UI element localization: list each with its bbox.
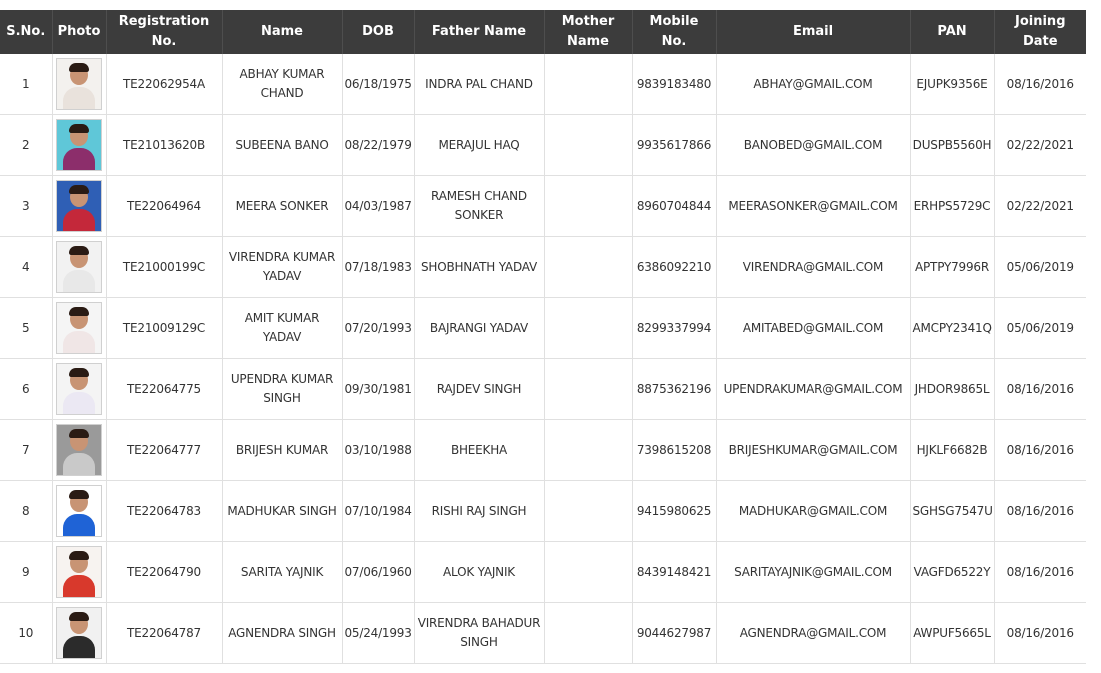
cell-photo xyxy=(52,237,106,298)
cell-father-name: VIRENDRA BAHADUR SINGH xyxy=(414,603,544,664)
cell-email: BANOBED@GMAIL.COM xyxy=(716,115,910,176)
cell-name: VIRENDRA KUMAR YADAV xyxy=(222,237,342,298)
cell-photo xyxy=(52,54,106,115)
cell-name: MADHUKAR SINGH xyxy=(222,481,342,542)
cell-email: AMITABED@GMAIL.COM xyxy=(716,298,910,359)
cell-dob: 09/30/1981 xyxy=(342,359,414,420)
header-mother-line1: Mother xyxy=(561,14,615,29)
cell-pan: JHDOR9865L xyxy=(910,359,994,420)
cell-registration-no: TE21013620B xyxy=(106,115,222,176)
header-email-label: Email xyxy=(792,24,834,39)
photo-hair-shape xyxy=(69,612,89,621)
cell-father-name: MERAJUL HAQ xyxy=(414,115,544,176)
cell-sno: 4 xyxy=(0,237,52,298)
cell-father-name: SHOBHNATH YADAV xyxy=(414,237,544,298)
cell-sno: 10 xyxy=(0,603,52,664)
cell-sno: 7 xyxy=(0,420,52,481)
table-row xyxy=(0,603,1086,664)
header-pan xyxy=(910,10,994,54)
cell-pan: VAGFD6522Y xyxy=(910,542,994,603)
photo-hair-shape xyxy=(69,490,89,499)
photo-body-shape xyxy=(63,636,95,659)
header-joining-date xyxy=(994,10,1086,54)
photo-body-shape xyxy=(63,575,95,598)
header-joining-line2: Date xyxy=(1022,34,1058,49)
cell-father-name: RISHI RAJ SINGH xyxy=(414,481,544,542)
cell-mother-name xyxy=(544,603,632,664)
photo-body-shape xyxy=(63,392,95,415)
cell-photo xyxy=(52,481,106,542)
person-photo-icon xyxy=(56,119,102,171)
cell-email: SARITAYAJNIK@GMAIL.COM xyxy=(716,542,910,603)
table-row xyxy=(0,54,1086,115)
person-photo-icon xyxy=(56,363,102,415)
header-mobile xyxy=(632,10,716,54)
teacher-records-table xyxy=(0,10,1086,664)
header-name xyxy=(222,10,342,54)
cell-email: UPENDRAKUMAR@GMAIL.COM xyxy=(716,359,910,420)
cell-sno: 2 xyxy=(0,115,52,176)
cell-mother-name xyxy=(544,237,632,298)
cell-email: BRIJESHKUMAR@GMAIL.COM xyxy=(716,420,910,481)
cell-father-name: BAJRANGI YADAV xyxy=(414,298,544,359)
cell-pan: SGHSG7547U xyxy=(910,481,994,542)
cell-dob: 07/18/1983 xyxy=(342,237,414,298)
cell-registration-no: TE22064783 xyxy=(106,481,222,542)
cell-dob: 07/06/1960 xyxy=(342,542,414,603)
cell-father-name: INDRA PAL CHAND xyxy=(414,54,544,115)
cell-name: SARITA YAJNIK xyxy=(222,542,342,603)
cell-sno: 3 xyxy=(0,176,52,237)
cell-name: MEERA SONKER xyxy=(222,176,342,237)
cell-sno: 5 xyxy=(0,298,52,359)
cell-email: AGNENDRA@GMAIL.COM xyxy=(716,603,910,664)
header-registration xyxy=(106,10,222,54)
cell-joining-date: 05/06/2019 xyxy=(994,237,1086,298)
table-row xyxy=(0,237,1086,298)
cell-pan: EJUPK9356E xyxy=(910,54,994,115)
photo-hair-shape xyxy=(69,124,89,133)
person-photo-icon xyxy=(56,58,102,110)
cell-pan: AMCPY2341Q xyxy=(910,298,994,359)
header-row xyxy=(0,10,1086,54)
cell-mobile-no: 7398615208 xyxy=(632,420,716,481)
header-mother-line2: Name xyxy=(566,34,609,49)
photo-body-shape xyxy=(63,87,95,110)
cell-mobile-no: 8439148421 xyxy=(632,542,716,603)
cell-email: ABHAY@GMAIL.COM xyxy=(716,54,910,115)
cell-dob: 08/22/1979 xyxy=(342,115,414,176)
person-photo-icon xyxy=(56,241,102,293)
cell-mother-name xyxy=(544,420,632,481)
cell-name: AGNENDRA SINGH xyxy=(222,603,342,664)
cell-father-name: BHEEKHA xyxy=(414,420,544,481)
cell-joining-date: 08/16/2016 xyxy=(994,603,1086,664)
photo-body-shape xyxy=(63,514,95,537)
cell-email: VIRENDRA@GMAIL.COM xyxy=(716,237,910,298)
cell-joining-date: 08/16/2016 xyxy=(994,481,1086,542)
teacher-table-container xyxy=(0,10,1086,664)
cell-sno: 6 xyxy=(0,359,52,420)
cell-photo xyxy=(52,176,106,237)
cell-email: MEERASONKER@GMAIL.COM xyxy=(716,176,910,237)
cell-sno: 8 xyxy=(0,481,52,542)
cell-mother-name xyxy=(544,298,632,359)
cell-email: MADHUKAR@GMAIL.COM xyxy=(716,481,910,542)
person-photo-icon xyxy=(56,180,102,232)
photo-hair-shape xyxy=(69,429,89,438)
table-row xyxy=(0,176,1086,237)
cell-sno: 1 xyxy=(0,54,52,115)
cell-mother-name xyxy=(544,359,632,420)
cell-mother-name xyxy=(544,115,632,176)
cell-mother-name xyxy=(544,54,632,115)
cell-joining-date: 05/06/2019 xyxy=(994,298,1086,359)
photo-hair-shape xyxy=(69,185,89,194)
cell-registration-no: TE22064790 xyxy=(106,542,222,603)
photo-body-shape xyxy=(63,331,95,354)
header-sno xyxy=(0,10,52,54)
table-row xyxy=(0,298,1086,359)
cell-name: SUBEENA BANO xyxy=(222,115,342,176)
person-photo-icon xyxy=(56,607,102,659)
cell-photo xyxy=(52,298,106,359)
cell-registration-no: TE21000199C xyxy=(106,237,222,298)
header-dob-label: DOB xyxy=(362,24,394,39)
cell-name: BRIJESH KUMAR xyxy=(222,420,342,481)
table-body xyxy=(0,54,1086,664)
photo-hair-shape xyxy=(69,307,89,316)
header-pan-label: PAN xyxy=(937,24,967,39)
cell-dob: 07/20/1993 xyxy=(342,298,414,359)
cell-mobile-no: 9044627987 xyxy=(632,603,716,664)
table-header xyxy=(0,10,1086,54)
cell-photo xyxy=(52,542,106,603)
cell-pan: AWPUF5665L xyxy=(910,603,994,664)
cell-joining-date: 08/16/2016 xyxy=(994,54,1086,115)
header-mobile-line1: Mobile xyxy=(649,14,699,29)
cell-pan: HJKLF6682B xyxy=(910,420,994,481)
cell-photo xyxy=(52,115,106,176)
header-photo xyxy=(52,10,106,54)
cell-dob: 05/24/1993 xyxy=(342,603,414,664)
cell-father-name: ALOK YAJNIK xyxy=(414,542,544,603)
cell-dob: 06/18/1975 xyxy=(342,54,414,115)
cell-registration-no: TE22064964 xyxy=(106,176,222,237)
cell-joining-date: 08/16/2016 xyxy=(994,359,1086,420)
cell-photo xyxy=(52,359,106,420)
header-mobile-line2: No. xyxy=(661,34,687,49)
header-photo-label: Photo xyxy=(57,24,101,39)
cell-photo xyxy=(52,603,106,664)
photo-hair-shape xyxy=(69,246,89,255)
header-registration-line2: No. xyxy=(151,34,177,49)
cell-dob: 07/10/1984 xyxy=(342,481,414,542)
cell-dob: 03/10/1988 xyxy=(342,420,414,481)
header-mother-name xyxy=(544,10,632,54)
table-row xyxy=(0,359,1086,420)
header-father-name xyxy=(414,10,544,54)
person-photo-icon xyxy=(56,485,102,537)
cell-registration-no: TE22064787 xyxy=(106,603,222,664)
cell-name: UPENDRA KUMAR SINGH xyxy=(222,359,342,420)
photo-hair-shape xyxy=(69,551,89,560)
cell-registration-no: TE22062954A xyxy=(106,54,222,115)
cell-mother-name xyxy=(544,481,632,542)
header-sno-label: S.No. xyxy=(6,24,46,39)
cell-name: ABHAY KUMAR CHAND xyxy=(222,54,342,115)
cell-mobile-no: 8299337994 xyxy=(632,298,716,359)
cell-mother-name xyxy=(544,176,632,237)
photo-body-shape xyxy=(63,209,95,232)
cell-father-name: RAMESH CHAND SONKER xyxy=(414,176,544,237)
photo-body-shape xyxy=(63,453,95,476)
table-row xyxy=(0,115,1086,176)
cell-joining-date: 08/16/2016 xyxy=(994,542,1086,603)
table-row xyxy=(0,420,1086,481)
cell-mobile-no: 8960704844 xyxy=(632,176,716,237)
cell-pan: DUSPB5560H xyxy=(910,115,994,176)
cell-joining-date: 08/16/2016 xyxy=(994,420,1086,481)
header-registration-line1: Registration xyxy=(118,14,210,29)
cell-father-name: RAJDEV SINGH xyxy=(414,359,544,420)
cell-name: AMIT KUMAR YADAV xyxy=(222,298,342,359)
photo-body-shape xyxy=(63,270,95,293)
photo-hair-shape xyxy=(69,368,89,377)
cell-registration-no: TE21009129C xyxy=(106,298,222,359)
cell-mobile-no: 6386092210 xyxy=(632,237,716,298)
cell-registration-no: TE22064775 xyxy=(106,359,222,420)
person-photo-icon xyxy=(56,546,102,598)
photo-hair-shape xyxy=(69,63,89,72)
header-dob xyxy=(342,10,414,54)
header-email xyxy=(716,10,910,54)
cell-joining-date: 02/22/2021 xyxy=(994,176,1086,237)
header-father-label: Father Name xyxy=(431,24,527,39)
table-row xyxy=(0,542,1086,603)
photo-body-shape xyxy=(63,148,95,171)
cell-pan: APTPY7996R xyxy=(910,237,994,298)
cell-mobile-no: 8875362196 xyxy=(632,359,716,420)
table-row xyxy=(0,481,1086,542)
cell-mother-name xyxy=(544,542,632,603)
cell-photo xyxy=(52,420,106,481)
person-photo-icon xyxy=(56,302,102,354)
cell-mobile-no: 9415980625 xyxy=(632,481,716,542)
header-name-label: Name xyxy=(260,24,303,39)
cell-pan: ERHPS5729C xyxy=(910,176,994,237)
cell-mobile-no: 9839183480 xyxy=(632,54,716,115)
cell-joining-date: 02/22/2021 xyxy=(994,115,1086,176)
person-photo-icon xyxy=(56,424,102,476)
cell-registration-no: TE22064777 xyxy=(106,420,222,481)
header-joining-line1: Joining xyxy=(1015,14,1066,29)
cell-mobile-no: 9935617866 xyxy=(632,115,716,176)
cell-sno: 9 xyxy=(0,542,52,603)
cell-dob: 04/03/1987 xyxy=(342,176,414,237)
